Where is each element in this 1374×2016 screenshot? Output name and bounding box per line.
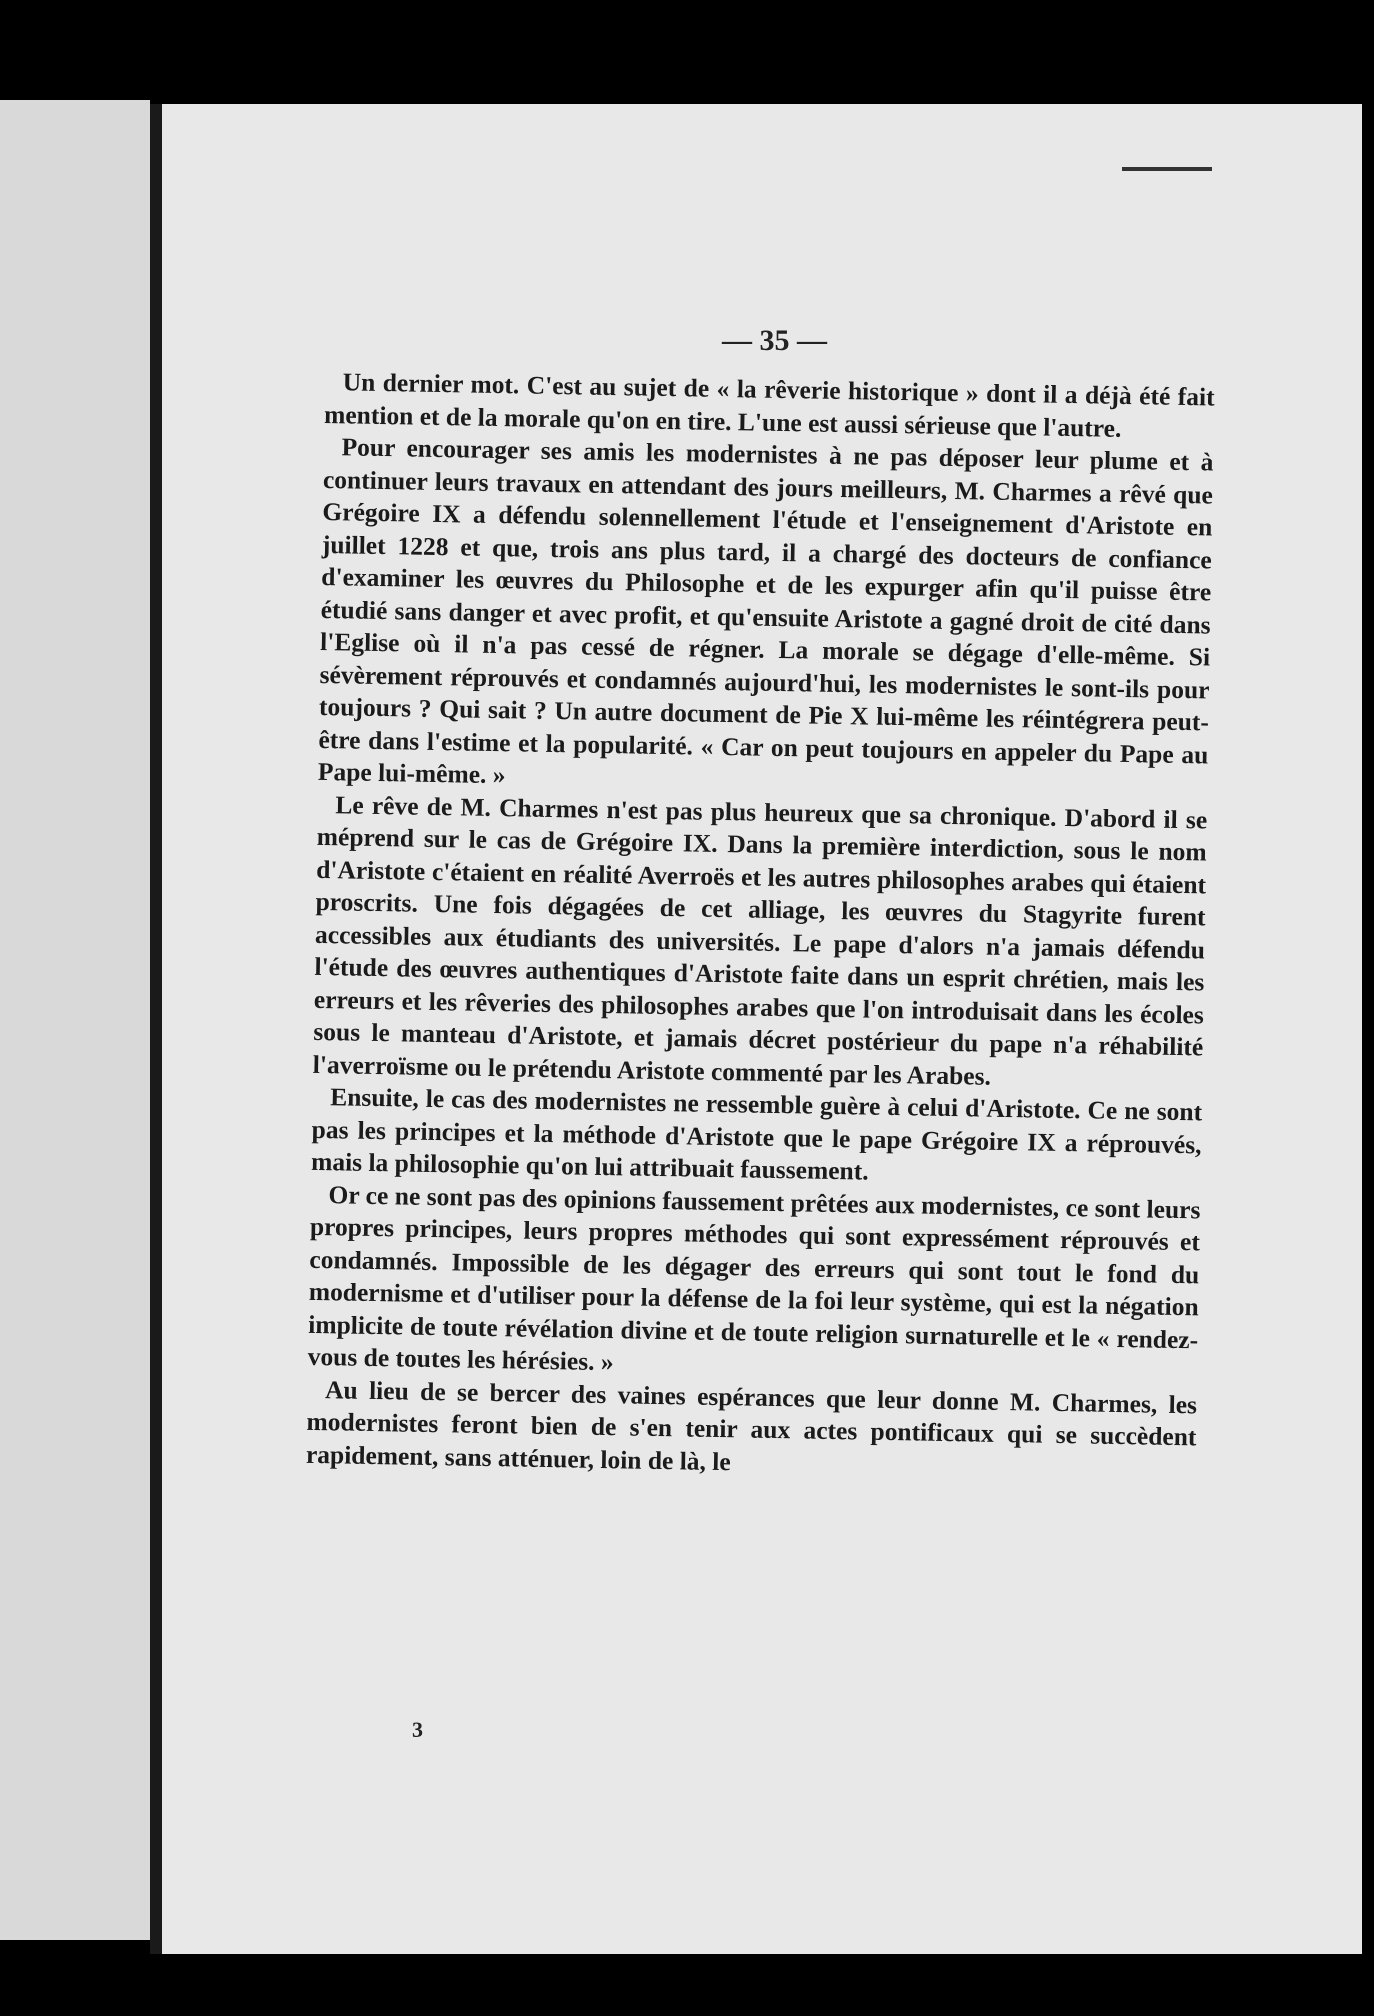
top-rule <box>1122 167 1212 171</box>
paragraph: Or ce ne sont pas des opinions faussement prêtées aux modernistes, ce sont leurs propres principes, leurs propres méthodes qui sont expressément réprouvés et condamnés. Impossible de les dégager des erreurs qui sont tout le fond du modernisme et d'utiliser pour la défense de la foi leur système, qui est la négation implicite de toute révélation divine et de toute religion surnaturelle et le « rendez-vous de toutes les hérésies. » <box>307 1179 1201 1377</box>
paragraph: Au lieu de se bercer des vaines espérances que leur donne M. Charmes, les modernistes feront bien de s'en tenir aux actes pontificaux qui se succèdent rapidement, sans atténuer, loin de là, le <box>305 1374 1198 1476</box>
body-text <box>306 366 1215 1486</box>
paragraph: Un dernier mot. C'est au sujet de « la rêverie historique » dont il a déjà été fait mention et de la morale qu'on en tire. L'une est aussi sérieuse que l'autre. <box>323 367 1215 443</box>
page-number: — 35 — <box>722 324 827 357</box>
paragraph: Pour encourager ses amis les modernistes à ne pas déposer leur plume et à continuer leurs travaux en attendant des jours meilleurs, M. Charmes a rêvé que Grégoire IX a défendu solennellement l'étude et l'enseignement d'Aristote en juillet 1228 et que, trois ans plus tard, il a chargé des docteurs de confiance d'examiner les œuvres du Philosophe et de les expurger afin qu'il puisse être étudié sans danger et avec profit, et qu'ensuite Aristote a gagné droit de cité dans l'Eglise où il n'a pas cessé de régner. La morale se dégage d'elle-même. Si sévèrement réprouvés et condamnés aujourd'hui, les modernistes le sont-ils pour toujours ? Qui sait ? Un autre document de Pie X lui-même les réintégrera peut-être dans l'estime et la popularité. « Car on peut toujours en appeler du Pape au Pape lui-même. » <box>317 432 1214 790</box>
signature-mark: 3 <box>412 1717 423 1742</box>
adjacent-page-edge <box>0 100 150 1940</box>
paragraph: Le rêve de M. Charmes n'est pas plus heureux que sa chronique. D'abord il se méprend sur le cas de Grégoire IX. Dans la première interdiction, sous le nom d'Aristote c'étaient en réalité Averroës et les autres philosophes arabes qui étaient proscrits. Une fois dégagées de cet alliage, les œuvres du Stagyrite furent accessibles aux étudiants des universités. Le pape d'alors n'a jamais défendu l'étude des œuvres authentiques d'Aristote faite dans un esprit chrétien, mais les erreurs et les rêveries des philosophes arabes que l'on introduisait dans les écoles sous le manteau d'Aristote, et jamais décret postérieur du pape n'a réhabilité l'averroïsme ou le prétendu Aristote commenté par les Arabes. <box>312 789 1208 1091</box>
paragraph: Ensuite, le cas des modernistes ne ressemble guère à celui d'Aristote. Ce ne sont pas les principes et la méthode d'Aristote que le pape Grégoire IX a réprouvés, mais la philosophie qu'on lui attribuait faussement. <box>310 1082 1203 1186</box>
book-page <box>150 104 1362 1954</box>
